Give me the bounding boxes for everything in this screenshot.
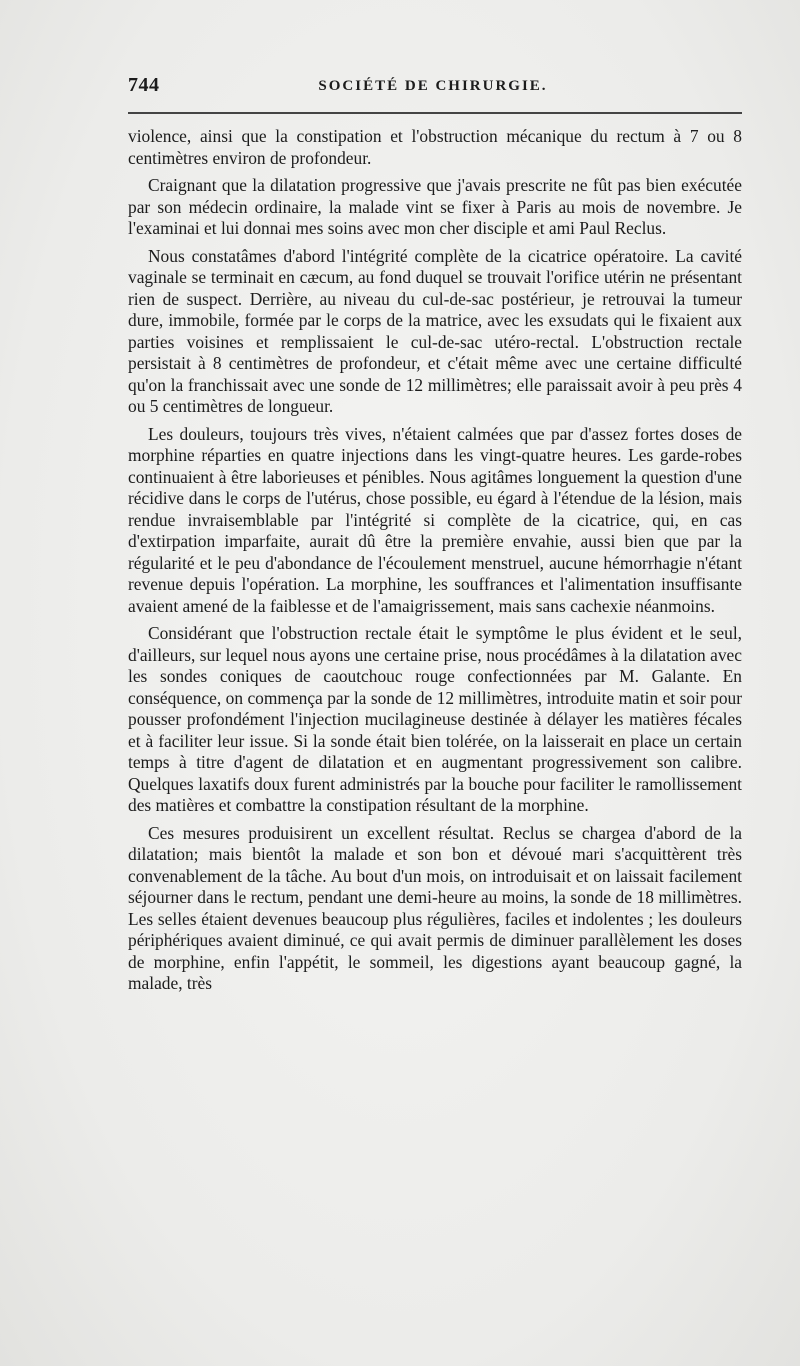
paragraph: violence, ainsi que la constipation et l'obstruction mécanique du rectum à 7 ou 8 centimètres environ de profondeur. — [128, 126, 742, 168]
journal-title: SOCIÉTÉ DE CHIRURGIE. — [318, 78, 548, 94]
header-rule — [128, 112, 742, 114]
paragraph: Craignant que la dilatation progressive que j'avais prescrite ne fût pas bien exécutée par son médecin ordinaire, la malade vint se fixer à Paris au mois de novembre. Je l'examinai et lui donnai mes soins avec mon cher disciple et ami Paul Reclus. — [128, 175, 742, 238]
body-text — [128, 126, 742, 1001]
page-number: 744 — [128, 74, 160, 96]
paragraph: Ces mesures produisirent un excellent résultat. Reclus se chargea d'abord de la dilatation; mais bientôt la malade et son bon et dévoué mari s'acquittèrent très convenablement de la tâche. Au bout d'un mois, on introduisait et on laissait facilement séjourner dans le rectum, pendant une demi-heure au moins, la sonde de 18 millimètres. Les selles étaient devenues beaucoup plus régulières, faciles et indolentes ; les douleurs périphériques avaient diminué, ce qui avait permis de diminuer parallèlement les doses de morphine, enfin l'appétit, le sommeil, les digestions ayant beaucoup gagné, la malade, très — [128, 822, 742, 993]
paragraph: Les douleurs, toujours très vives, n'étaient calmées que par d'assez fortes doses de morphine réparties en quatre injections dans les vingt-quatre heures. Les garde-robes continuaient à être laborieuses et pénibles. Nous agitâmes longuement la question d'une récidive dans le corps de l'utérus, chose possible, eu égard à l'étendue de la lésion, mais rendue invraisemblable par l'intégrité si complète de la cicatrice, qui, en cas d'extirpation imparfaite, aurait dû être la première envahie, aussi bien que par la régularité et le peu d'abondance de l'écoulement menstruel, aucune hémorrhagie n'étant revenue depuis l'opération. La morphine, les souffrances et l'alimentation insuffisante avaient amené de la faiblesse et de l'amaigrissement, mais sans cachexie néanmoins. — [128, 423, 742, 616]
paragraph: Nous constatâmes d'abord l'intégrité complète de la cicatrice opératoire. La cavité vaginale se terminait en cæcum, au fond duquel se trouvait l'orifice utérin ne présentant rien de suspect. Derrière, au niveau du cul-de-sac postérieur, je retrouvai la tumeur dure, immobile, formée par le corps de la matrice, avec les exsudats qui le fixaient aux parties voisines et remplissaient le cul-de-sac utéro-rectal. L'obstruction rectale persistait à 8 centimètres de profondeur, et c'était même avec une certaine difficulté qu'on la franchissait avec une sonde de 12 millimètres; elle paraissait avoir à peu près 4 ou 5 centimètres de longueur. — [128, 245, 742, 416]
running-head — [128, 74, 738, 100]
paragraph: Considérant que l'obstruction rectale était le symptôme le plus évident et le seul, d'ailleurs, sur lequel nous ayons une certaine prise, nous procédâmes à la dilatation avec les sondes coniques de caoutchouc rouge confectionnées par M. Galante. En conséquence, on commença par la sonde de 12 millimètres, introduite matin et soir pour pousser profondément l'injection mucilagineuse destinée à délayer les matières fécales et à faciliter leur issue. Si la sonde était bien tolérée, on la laisserait en place un certain temps à titre d'agent de dilatation et en augmentant progressivement son calibre. Quelques laxatifs doux furent administrés par la bouche pour faciliter le ramollissement des matières et combattre la constipation résultant de la morphine. — [128, 623, 742, 815]
